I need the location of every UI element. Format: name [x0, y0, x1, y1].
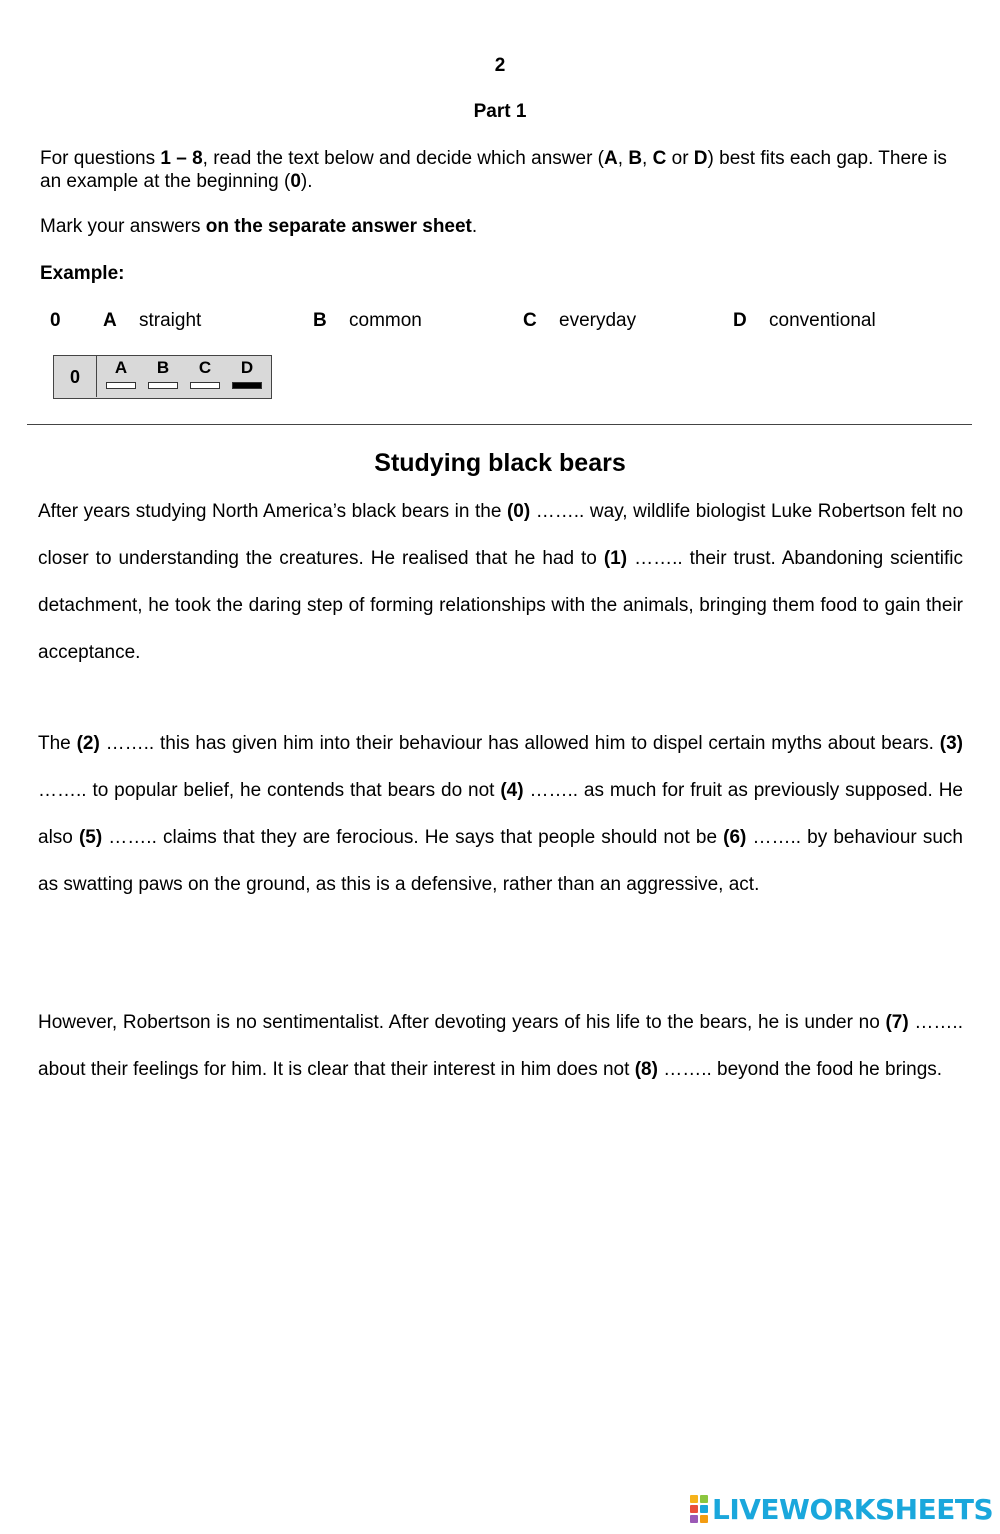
liveworksheets-icon [690, 1495, 708, 1523]
answer-box-letter: D [240, 358, 254, 377]
para-text: …….. way, wildlife biologist Luke Robertson felt no closer to understanding the creatures. He realised that he had to [38, 501, 964, 569]
answer-bubble [232, 382, 262, 389]
logo-square [690, 1515, 698, 1523]
gap-number: (4) [500, 780, 524, 801]
paragraph-1 [38, 488, 963, 676]
gap-number: (6) [723, 827, 747, 848]
paragraph-2 [38, 720, 963, 908]
logo-square [690, 1505, 698, 1513]
text-title: Studying black bears [374, 449, 626, 477]
part-title: Part 1 [473, 101, 527, 122]
example-option-text: straight [139, 310, 202, 331]
mark-bold: on the separate answer sheet [205, 216, 472, 237]
example-option-text: common [349, 310, 422, 331]
instr-text: ). [300, 171, 313, 192]
example-option-text: conventional [769, 310, 876, 331]
example-label: Example: [40, 263, 125, 284]
liveworksheets-logo [690, 1492, 993, 1526]
instr-bold: A [604, 148, 618, 169]
gap-number: (3) [939, 733, 963, 754]
para-text: …….. about their feelings for him. It is clear that their interest in him does not [38, 1012, 963, 1080]
instr-text: , read the text below and decide which answer ( [202, 148, 605, 169]
instr-bold: 1 – 8 [160, 148, 203, 169]
gap-number: (5) [78, 827, 103, 848]
answer-box-letter: B [156, 358, 170, 377]
mark-text: Mark your answers [40, 216, 206, 237]
logo-text: LIVEWORKSHEETS [712, 1492, 994, 1526]
example-option-letter: B [313, 310, 327, 331]
logo-square [700, 1515, 708, 1523]
answer-bubble [106, 382, 136, 389]
para-text: …….. by behaviour such as swatting paws on the ground, as this is a defensive, rather than an aggressive, act. [38, 827, 964, 895]
mark-instruction [40, 216, 477, 238]
para-text: …….. to popular belief, he contends that bears do not [38, 780, 501, 801]
example-number: 0 [50, 310, 61, 331]
page-number: 2 [494, 55, 506, 76]
gap-number: (0) [506, 501, 531, 522]
instr-bold: C [652, 148, 667, 169]
example-answer-box [53, 355, 272, 399]
example-option-letter: D [733, 310, 747, 331]
para-text: …….. as much for fruit as previously supposed. He also [38, 780, 964, 848]
logo-square [700, 1495, 708, 1503]
example-option-letter: C [523, 310, 537, 331]
answer-box-letter: C [198, 358, 212, 377]
answer-bubble [190, 382, 220, 389]
gap-number: (7) [885, 1012, 909, 1033]
gap-number: (8) [634, 1059, 658, 1080]
answer-box-letter: A [114, 358, 128, 377]
example-option-text: everyday [559, 310, 637, 331]
para-text: …….. claims that they are ferocious. He says that people should not be [102, 827, 724, 848]
para-text: The [38, 733, 77, 754]
para-text: After years studying North America’s black bears in the [38, 501, 507, 522]
instr-bold: B [628, 148, 643, 169]
instr-text: , [617, 148, 629, 169]
instr-text: , [642, 148, 653, 169]
para-text: However, Robertson is no sentimentalist. After devoting years of his life to the bears, he is under no [38, 1012, 886, 1033]
para-text: …….. their trust. Abandoning scientific detachment, he took the daring step of forming relationships with the animals, bringing them food to gain their acceptance. [38, 548, 963, 663]
instr-text: For questions [40, 148, 161, 169]
instr-text: or [666, 148, 694, 169]
para-text: …….. beyond the food he brings. [657, 1059, 943, 1080]
instr-text: ) best fits each gap. There is an example at the beginning ( [40, 148, 947, 192]
instr-bold: 0 [290, 171, 301, 192]
mark-text: . [471, 216, 478, 237]
instr-bold: D [693, 148, 708, 169]
gap-number: (1) [603, 548, 628, 569]
answer-bubble [148, 382, 178, 389]
example-option-letter: A [103, 310, 117, 331]
paragraph-3 [38, 999, 963, 1093]
section-divider [27, 424, 972, 425]
para-text: …….. this has given him into their behaviour has allowed him to dispel certain myths about bears. [99, 733, 940, 754]
gap-number: (2) [76, 733, 100, 754]
answer-box-number: 0 [54, 356, 97, 397]
instructions [40, 147, 970, 193]
logo-square [700, 1505, 708, 1513]
logo-square [690, 1495, 698, 1503]
